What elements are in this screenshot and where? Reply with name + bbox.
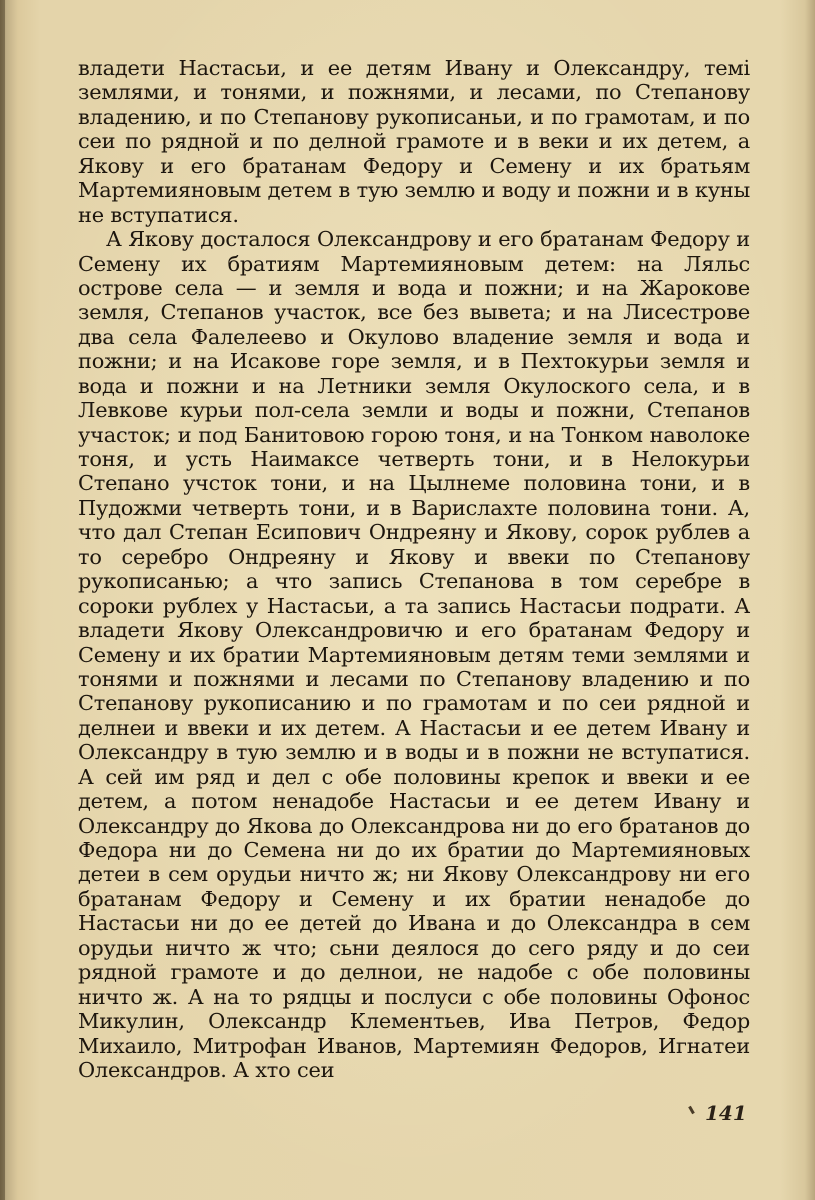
page-number-tick-mark [688, 1106, 695, 1114]
paragraph-2: А Якову досталося Олександрову и его братанам Федору и Семену их братиям Мартемияновым детем: на Ляльс острове села — и земля и вода и пожни; и на Жарокове земля, Степанов участок, все без вывета; и на Лисестрове два села Фалелеево и Окулово владение земля и вода и пожни; и на Исакове горе земля, и в Пехтокурьи земля и вода и пожни и на Летники земля Окулоского села, и в Левкове курьи пол-села земли и воды и пожни, Степанов участок; и под Банитовою горою тоня, и на Тонком наволоке тоня, и усть Наимаксе четверть тони, и в Нелокурьи Степано учсток тони, и на Цылнеме половина тони, и в Пудожми четверть тони, и в Варислахте половина тони. А, что дал Степан Есипович Ондреяну и Якову, сорок рублев а то серебро Ондреяну и Якову и ввеки по Степанову рукописанью; а что запись Степанова в том серебре в сороки рублех у Настасьи, а та запись Настасьи подрати. А владети Якову Олександровичю и его братанам Федору и Семену и их братии Мартемияновым детям теми землями и тонями и пожнями и лесами по Степанову владению и по Степанову рукописанию и по грамотам и по сеи рядной и делнеи и ввеки и их детем. А Настасьи и ее детем Ивану и Олександру в тую землю и в воды и в пожни не вступатися. А сей им ряд и дел с обе половины крепок и ввеки и ее детем, а потом ненадобе Настасьи и ее детем Ивану и Олександру до Якова до Олександрова ни до его братанов до Федора ни до Семена ни до их братии до Мартемияновых детеи в сем орудьи ничто ж; ни Якову Олександрову ни его братанам Федору и Семену и их братии ненадобе до Настасьи ни до ее детей до Ивана и до Олександра в сем орудьи ничто ж что; сьни деялося до сего ряду и до сеи рядной грамоте и до делнои, не надобе с обе половины ничто ж. А на то рядцы и послуси с обе половины Офонос Микулин, Олександр Клементьев, Ива Петров, Федор Михаило, Митрофан Иванов, Мартемиян Федоров, Игнатеи Олександров. А хто сеи [78, 227, 750, 1082]
paragraph-1: владети Настасьи, и ее детям Ивану и Олександру, темі землями, и тонями, и пожнями, и лесами, по Степанову владению, и по Степанову рукописаньи, и по грамотам, и по сеи по рядной и по делной грамоте и в веки и их детем, а Якову и его братанам Федору и Семену и их братьям Мартемияновым детем в тую землю и воду и пожни и в куны не вступатися. [78, 56, 750, 227]
page-number: 141 [705, 1101, 747, 1125]
page-binding-edge [0, 0, 5, 1200]
body-text [78, 56, 750, 1082]
